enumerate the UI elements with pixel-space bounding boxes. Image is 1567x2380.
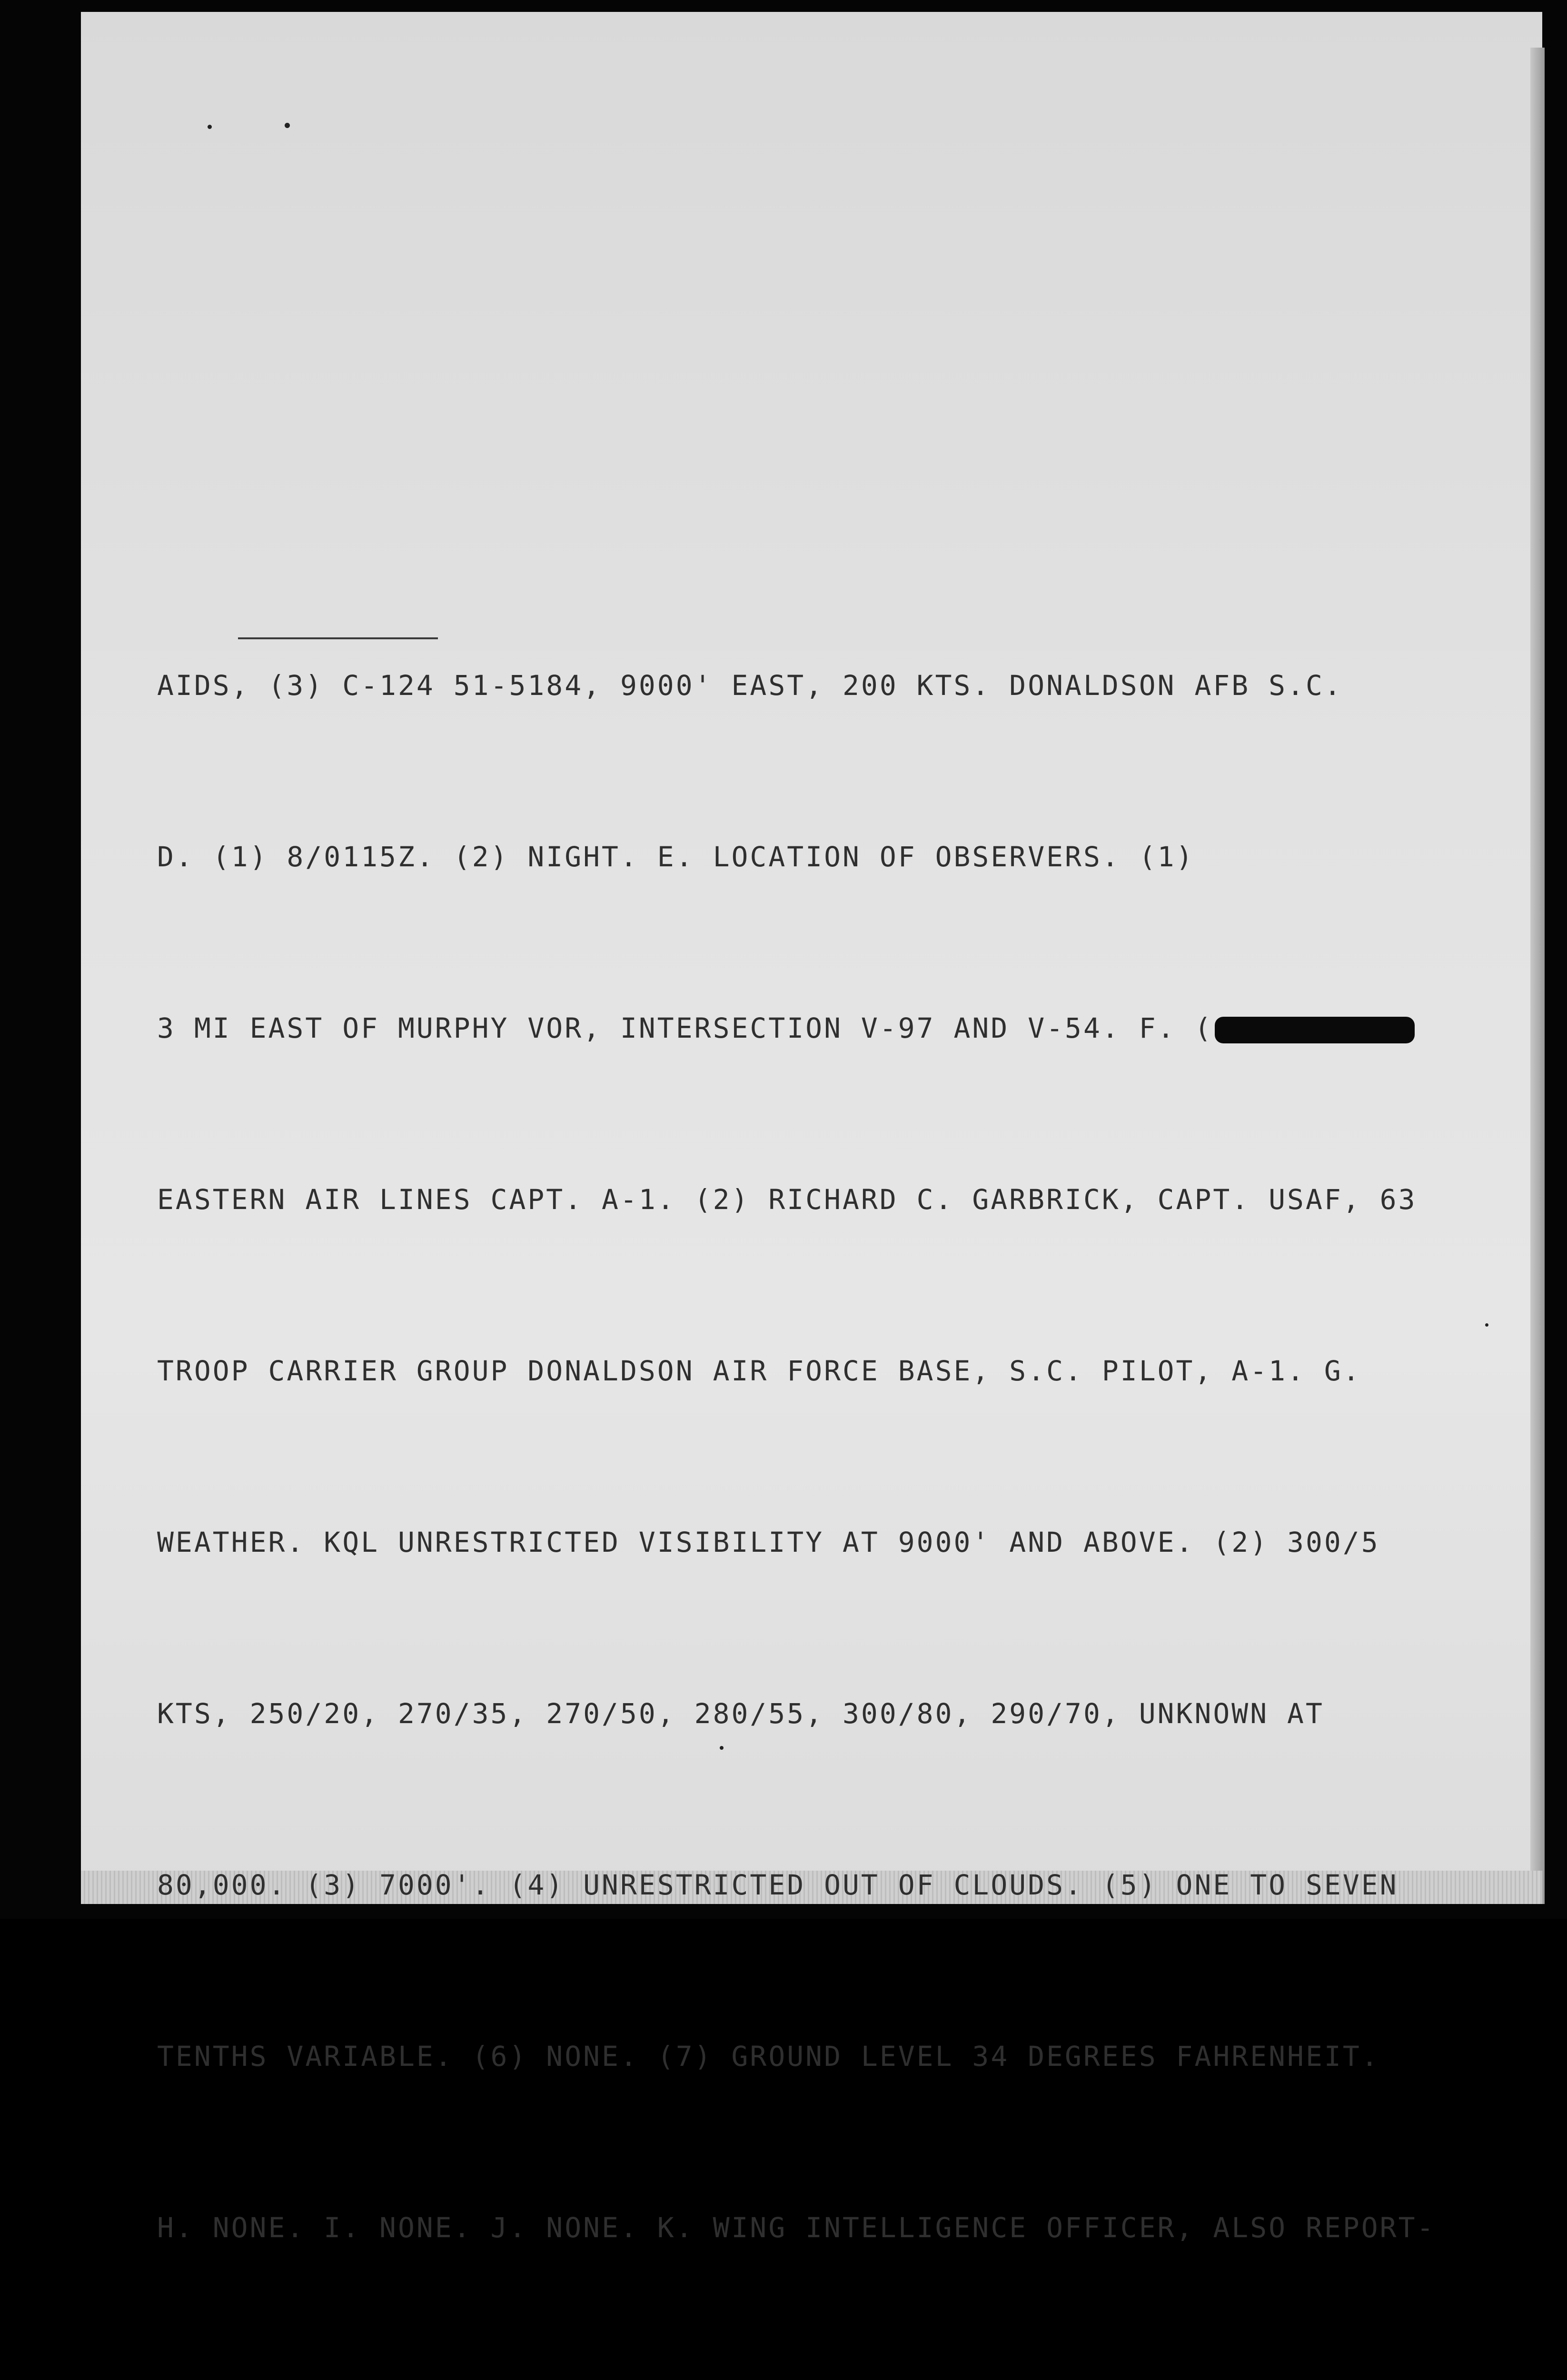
page-edge [1530,48,1545,1904]
scan-speck [285,123,290,128]
message-line: KTS, 250/20, 270/35, 270/50, 280/55, 300/80, 290/70, UNKNOWN AT [157,1697,1324,1730]
redaction-mark [1215,1017,1415,1043]
scan-speck [1485,1323,1488,1327]
message-line: TROOP CARRIER GROUP DONALDSON AIR FORCE BASE, S.C. PILOT, A-1. G. [157,1355,1361,1387]
handwritten-underline [238,637,438,639]
message-line: TENTHS VARIABLE. (6) NONE. (7) GROUND LEVEL 34 DEGREES FAHRENHEIT. [157,2040,1380,2073]
scan-speck [208,125,212,129]
message-line: AIDS, (3) C-124 51-5184, 9000' EAST, 200 KTS. DONALDSON AFB S.C. [157,669,1343,702]
message-line: 3 MI EAST OF MURPHY VOR, INTERSECTION V-97 AND V-54. F. ( [157,1000,1423,1057]
message-line: WEATHER. KQL UNRESTRICTED VISIBILITY AT 9000' AND ABOVE. (2) 300/5 [157,1526,1380,1558]
teletype-message-body [157,543,1436,2380]
message-line: 80,000. (3) 7000'. (4) UNRESTRICTED OUT OF CLOUDS. (5) ONE TO SEVEN [157,1869,1398,1901]
message-line: EASTERN AIR LINES CAPT. A-1. (2) RICHARD C. GARBRICK, CAPT. USAF, 63 [157,1183,1417,1216]
message-line: H. NONE. I. NONE. J. NONE. K. WING INTELLIGENCE OFFICER, ALSO REPORT- [157,2211,1436,2244]
message-line [157,2370,1423,2380]
message-line: D. (1) 8/0115Z. (2) NIGHT. E. LOCATION OF OBSERVERS. (1) [157,841,1195,873]
